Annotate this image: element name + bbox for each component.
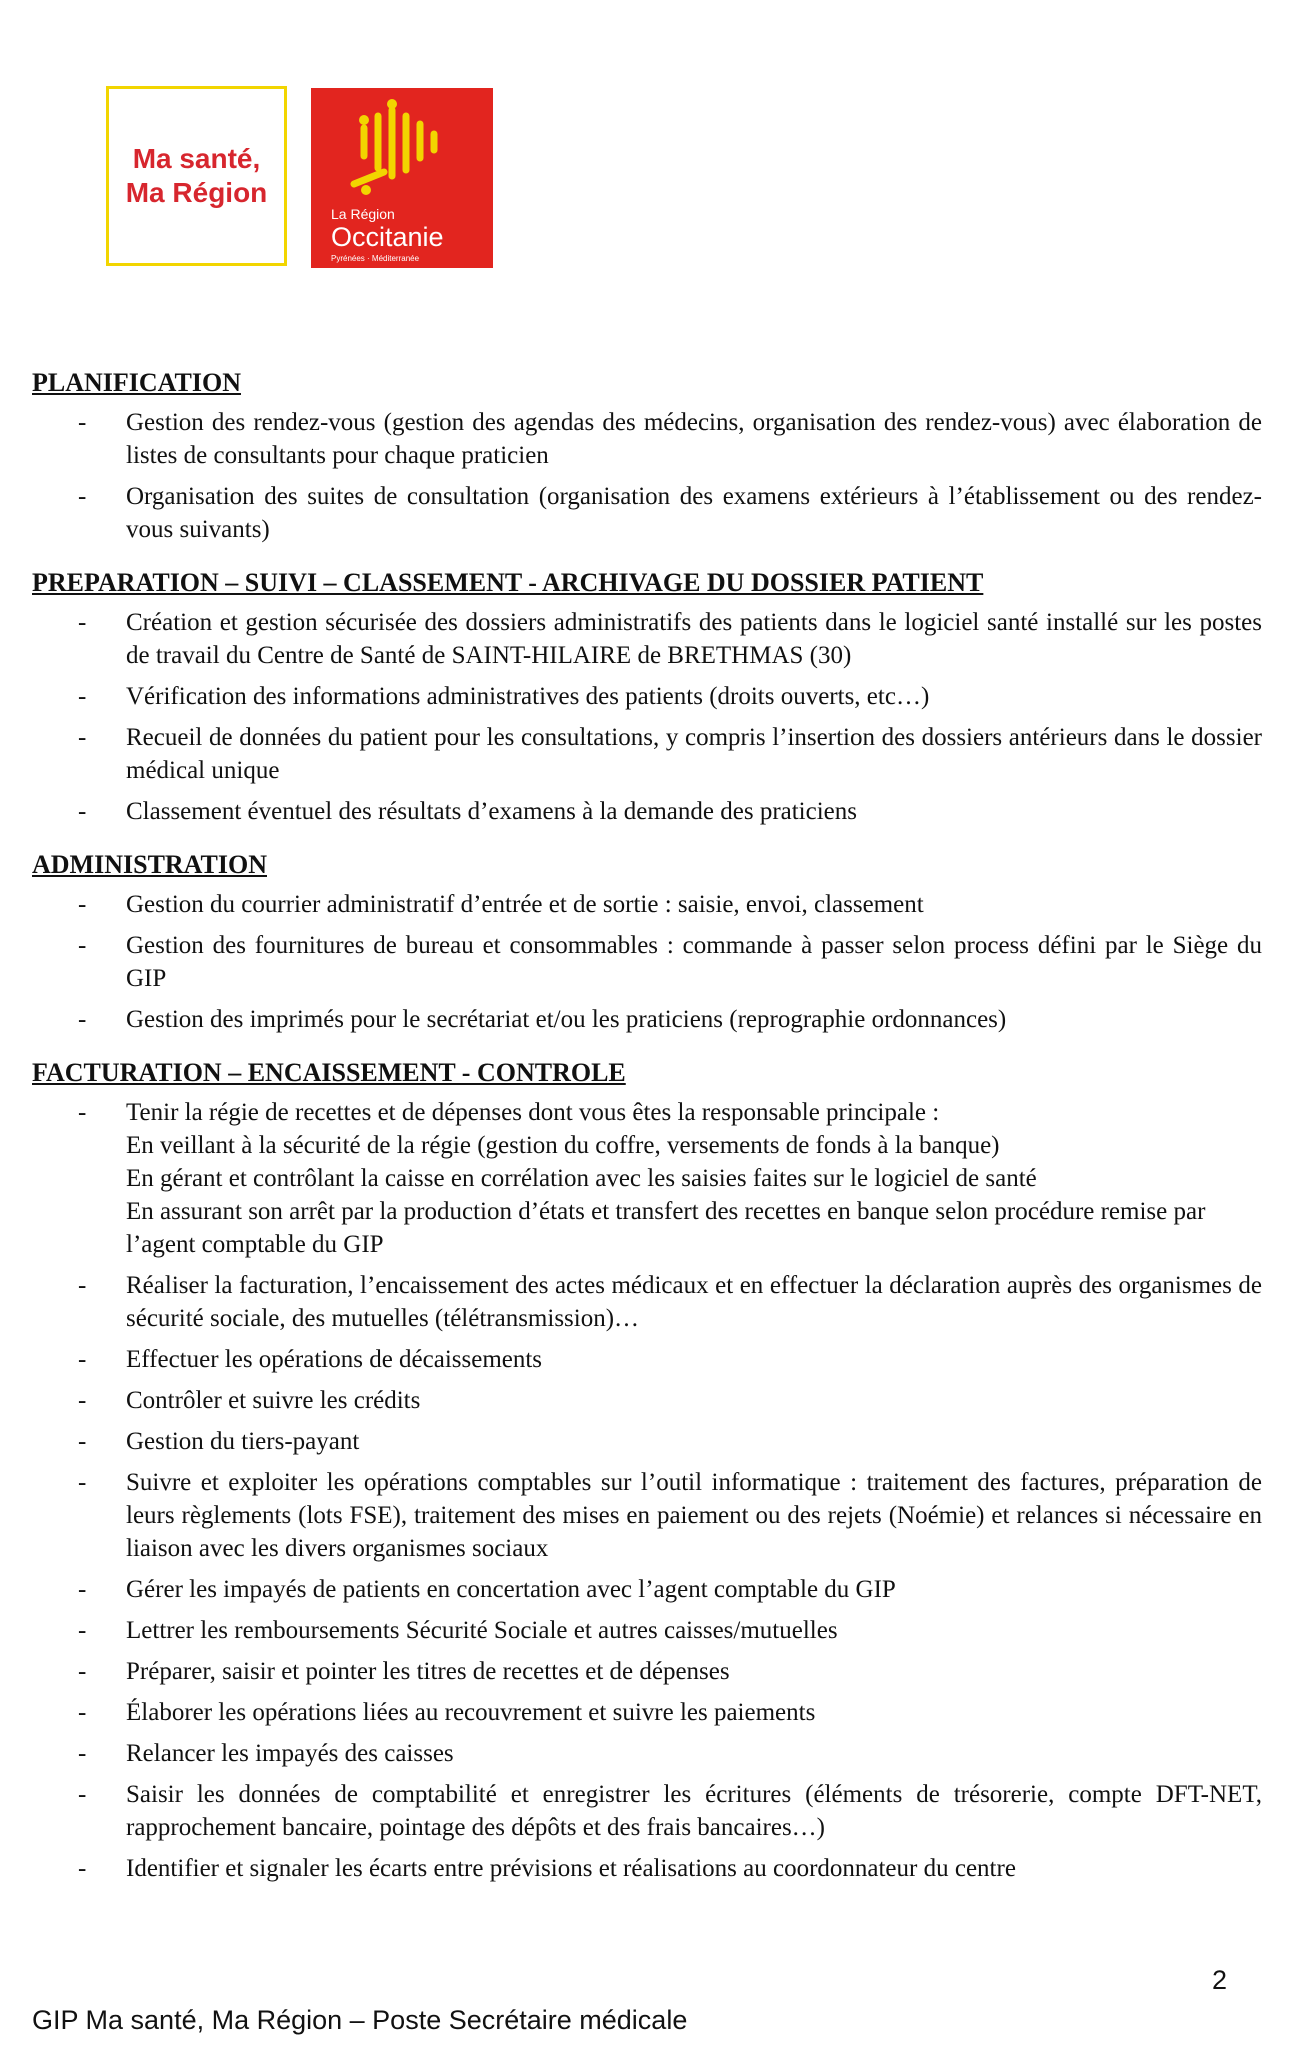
bullet-list — [32, 1096, 1262, 1885]
bullet-dash: - — [78, 1428, 87, 1455]
list-item — [32, 721, 1262, 787]
item-text: Tenir la régie de recettes et de dépenses dont vous êtes la responsable principale : — [126, 1099, 940, 1126]
bullet-dash: - — [78, 1781, 87, 1808]
list-item — [32, 1003, 1262, 1036]
bullet-dash: - — [78, 1658, 87, 1685]
bullet-list — [32, 606, 1262, 828]
bullet-dash: - — [78, 798, 87, 825]
section-title: FACTURATION – ENCAISSEMENT - CONTROLE — [32, 1058, 626, 1087]
list-item — [32, 680, 1262, 713]
item-text: Élaborer les opérations liées au recouvrement et suivre les paiements — [126, 1699, 816, 1726]
list-item — [32, 1096, 1262, 1261]
header-logos — [106, 86, 506, 272]
item-text: En gérant et contrôlant la caisse en corrélation avec les saisies faites sur le logiciel de santé — [126, 1165, 1037, 1192]
section — [32, 368, 1262, 546]
item-text: Relancer les impayés des caisses — [126, 1740, 454, 1767]
item-text: Gestion des rendez-vous (gestion des agendas des médecins, organisation des rendez-vous) avec élaboration de listes de consultants pour chaque praticien — [126, 409, 1262, 469]
occitan-cross-icon — [344, 98, 454, 206]
bullet-dash: - — [78, 1740, 87, 1767]
bullet-dash: - — [78, 932, 87, 959]
list-item — [32, 888, 1262, 921]
item-text: Identifier et signaler les écarts entre prévisions et réalisations au coordonnateur du centre — [126, 1855, 1016, 1882]
item-text: Organisation des suites de consultation (organisation des examens extérieurs à l’établissement ou des rendez-vous suivants) — [126, 483, 1262, 543]
item-text: Gérer les impayés de patients en concertation avec l’agent comptable du GIP — [126, 1576, 896, 1603]
page-footer: GIP Ma santé, Ma Région – Poste Secrétaire médicale — [32, 2005, 688, 2035]
logo-subtitle: Pyrénées · Méditerranée — [331, 254, 420, 263]
section — [32, 850, 1262, 1036]
list-item — [32, 1655, 1262, 1688]
bullet-dash: - — [78, 724, 87, 751]
page-number: 2 — [1212, 1965, 1228, 1995]
item-text: Suivre et exploiter les opérations comptables sur l’outil informatique : traitement des factures, préparation de leurs règlements (lots FSE), traitement des mises en paiement ou des rejets (Noémie) et relances si nécessaire en liaison avec les divers organismes sociaux — [126, 1469, 1262, 1562]
item-text: Gestion du tiers-payant — [126, 1428, 360, 1455]
bullet-dash: - — [78, 609, 87, 636]
item-text: Gestion des imprimés pour le secrétariat et/ou les praticiens (reprographie ordonnances) — [126, 1006, 1007, 1033]
section — [32, 1058, 1262, 1885]
list-item — [32, 1573, 1262, 1606]
bullet-dash: - — [78, 1387, 87, 1414]
bullet-list — [32, 406, 1262, 546]
item-text: Préparer, saisir et pointer les titres de recettes et de dépenses — [126, 1658, 730, 1685]
bullet-list — [32, 888, 1262, 1036]
bullet-dash: - — [78, 1099, 87, 1126]
list-item — [32, 1737, 1262, 1770]
ma-sante-ma-region-logo — [106, 86, 287, 266]
bullet-dash: - — [78, 1699, 87, 1726]
list-item — [32, 1269, 1262, 1335]
list-item — [32, 1614, 1262, 1647]
section-title: PLANIFICATION — [32, 368, 241, 397]
bullet-dash: - — [78, 683, 87, 710]
bullet-dash: - — [78, 1346, 87, 1373]
list-item — [32, 1384, 1262, 1417]
bullet-dash: - — [78, 483, 87, 510]
item-text: Vérification des informations administratives des patients (droits ouverts, etc…) — [126, 683, 930, 710]
logo-text-line1: Ma santé, — [132, 143, 261, 174]
logo-text-line2: Ma Région — [125, 177, 268, 208]
item-text: Contrôler et suivre les crédits — [126, 1387, 421, 1414]
item-text: Recueil de données du patient pour les consultations, y compris l’insertion des dossiers antérieurs dans le dossier médical unique — [126, 724, 1262, 784]
list-item — [32, 1466, 1262, 1565]
list-item — [32, 1852, 1262, 1885]
bullet-dash: - — [78, 1469, 87, 1496]
list-item — [32, 1425, 1262, 1458]
bullet-dash: - — [78, 1855, 87, 1882]
bullet-dash: - — [78, 1576, 87, 1603]
section — [32, 568, 1262, 828]
bullet-dash: - — [78, 1617, 87, 1644]
logo-occitanie-label: Occitanie — [331, 222, 444, 252]
bullet-dash: - — [78, 891, 87, 918]
item-text: Lettrer les remboursements Sécurité Sociale et autres caisses/mutuelles — [126, 1617, 838, 1644]
list-item — [32, 406, 1262, 472]
item-text: Saisir les données de comptabilité et enregistrer les écritures (éléments de trésorerie, compte DFT-NET, rapprochement bancaire, pointage des dépôts et des frais bancaires…) — [126, 1781, 1262, 1841]
document-body — [32, 368, 1262, 1907]
list-item — [32, 1778, 1262, 1844]
item-text: En assurant son arrêt par la production d’états et transfert des recettes en banque selon procédure remise par l’agent comptable du GIP — [126, 1198, 1206, 1258]
list-item — [32, 929, 1262, 995]
bullet-dash: - — [78, 1272, 87, 1299]
bullet-dash: - — [78, 409, 87, 436]
item-text: Gestion des fournitures de bureau et consommables : commande à passer selon process défini par le Siège du GIP — [126, 932, 1262, 992]
item-text: Classement éventuel des résultats d’examens à la demande des praticiens — [126, 798, 857, 825]
item-text: Réaliser la facturation, l’encaissement des actes médicaux et en effectuer la déclaration auprès des organismes de sécurité sociale, des mutuelles (télétransmission)… — [126, 1272, 1262, 1332]
list-item — [32, 1343, 1262, 1376]
section-title: PREPARATION – SUIVI – CLASSEMENT - ARCHIVAGE DU DOSSIER PATIENT — [32, 568, 984, 597]
logo-region-label: La Région — [331, 206, 395, 222]
item-text: Gestion du courrier administratif d’entrée et de sortie : saisie, envoi, classement — [126, 891, 924, 918]
section-title: ADMINISTRATION — [32, 850, 267, 879]
item-text: En veillant à la sécurité de la régie (gestion du coffre, versements de fonds à la banque) — [126, 1132, 1000, 1159]
bullet-dash: - — [78, 1006, 87, 1033]
list-item — [32, 1696, 1262, 1729]
list-item — [32, 606, 1262, 672]
list-item — [32, 795, 1262, 828]
item-text: Création et gestion sécurisée des dossiers administratifs des patients dans le logiciel santé installé sur les postes de travail du Centre de Santé de SAINT-HILAIRE de BRETHMAS (30) — [126, 609, 1262, 669]
item-text: Effectuer les opérations de décaissements — [126, 1346, 543, 1373]
region-occitanie-logo — [311, 88, 493, 268]
list-item — [32, 480, 1262, 546]
